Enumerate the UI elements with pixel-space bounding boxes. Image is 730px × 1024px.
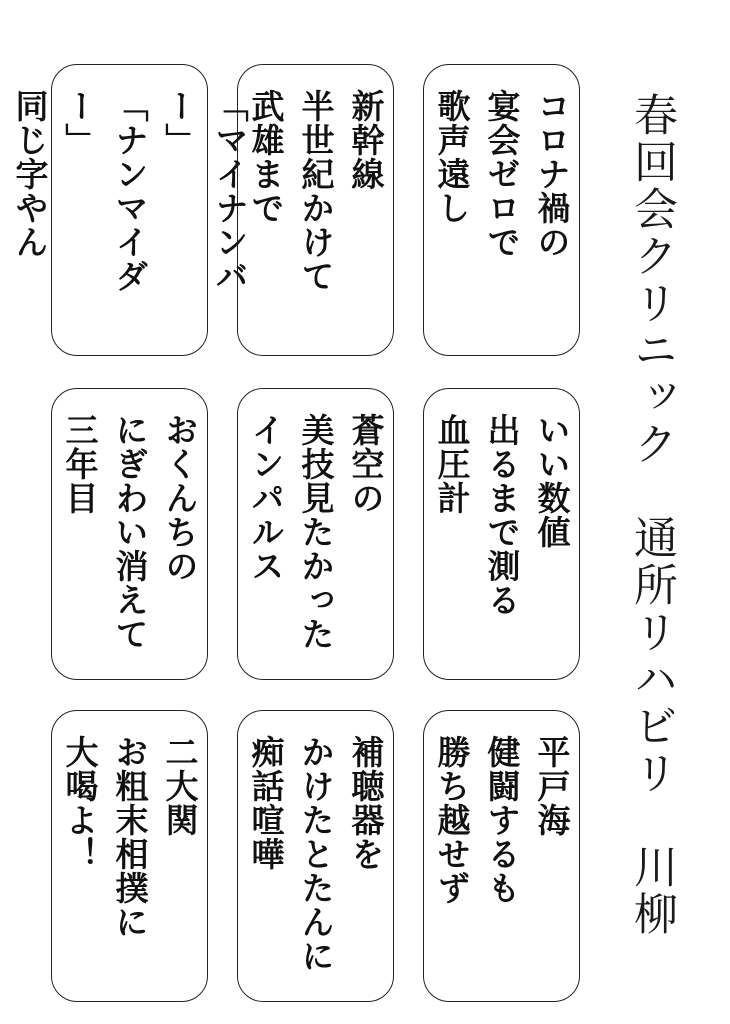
senryu-poem: 平戸海 健闘するも 勝ち越せず [432,735,572,905]
senryu-poem: おくんちの にぎわい消えて 三年目 [60,413,200,651]
senryu-poem: 「マイナンバー」 「ナンマイダー」 同じ字やん [10,89,250,293]
senryu-card [237,710,394,1002]
senryu-card [423,388,580,680]
senryu-card [237,388,394,680]
senryu-card [51,710,208,1002]
senryu-card [423,710,580,1002]
senryu-poem: 新幹線 半世紀かけて 武雄まで [246,89,386,293]
senryu-poem: コロナ禍の 宴会ゼロで 歌声遠し [432,89,572,259]
senryu-card [237,64,394,356]
senryu-card [10,64,250,356]
page-title: 春回会クリニック 通所リハビリ 川柳 [626,92,677,938]
senryu-card [51,388,208,680]
senryu-poem: いい数値 出るまで測る 血圧計 [432,413,572,617]
senryu-poem: 蒼空の 美技見たかった インパルス [246,413,386,651]
senryu-poem: 補聴器を かけたとたんに 痴話喧嘩 [246,735,386,973]
senryu-card [423,64,580,356]
senryu-poem: 二大関 お粗末相撲に 大喝よ！ [60,735,200,939]
